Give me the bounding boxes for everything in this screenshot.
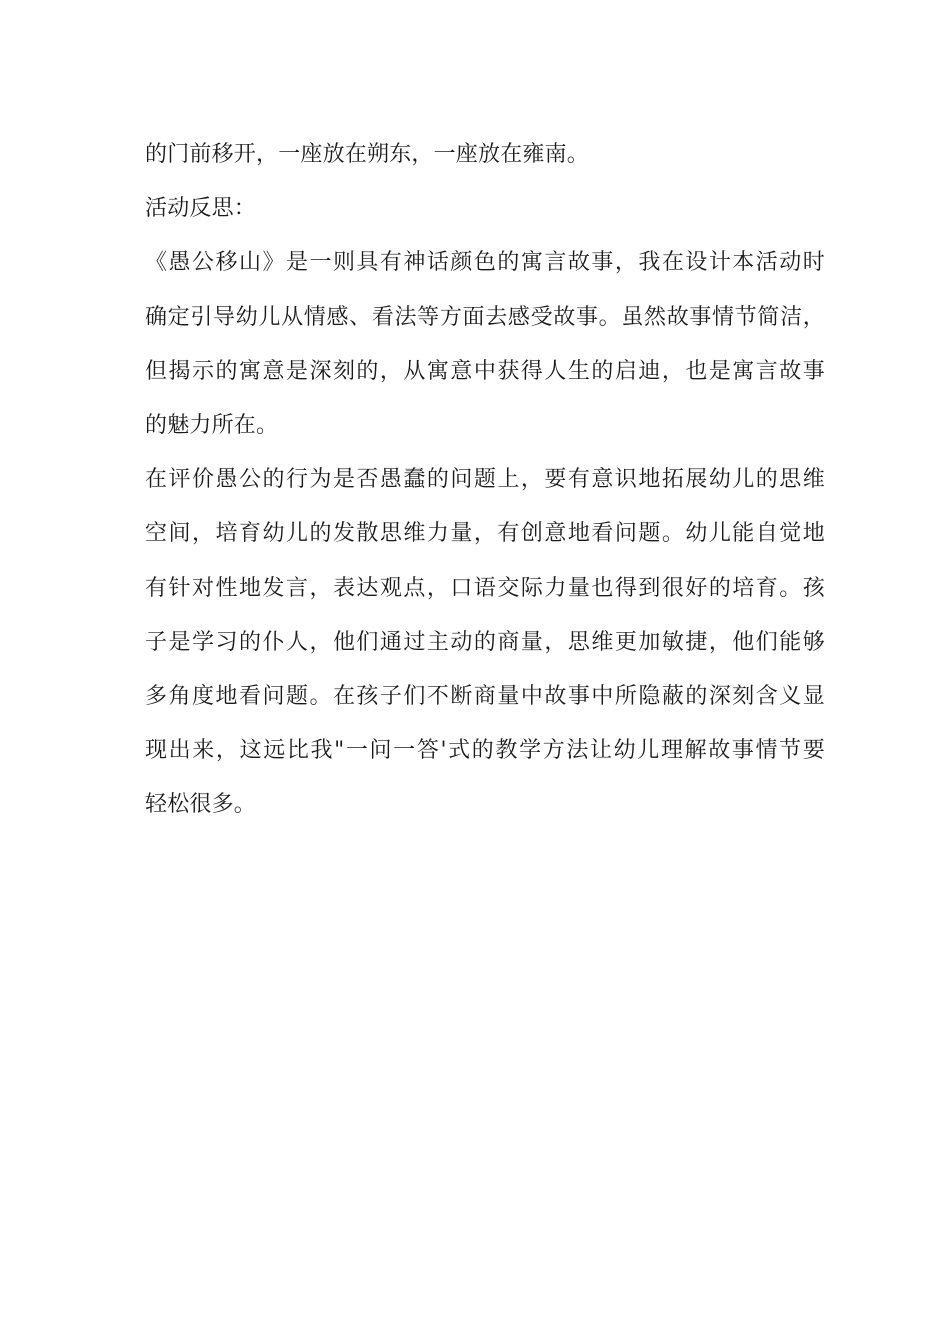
text-line-10: 子是学习的仆人，他们通过主动的商量，思维更加敏捷，他们能够 (145, 629, 825, 655)
text-line-8: 空间，培育幼儿的发散思维力量，有创意地看问题。幼儿能自觉地 (145, 521, 825, 547)
text-line-9: 有针对性地发言，表达观点，口语交际力量也得到很好的培育。孩 (145, 575, 825, 601)
text-line-6: 的魅力所在。 (145, 412, 279, 438)
text-line-3: 《愚公移山》是一则具有神话颜色的寓言故事，我在设计本活动时 (145, 250, 825, 276)
text-line-5: 但揭示的寓意是深刻的，从寓意中获得人生的启迪，也是寓言故事 (145, 358, 825, 384)
text-line-1: 的门前移开，一座放在朔东，一座放在雍南。 (145, 142, 590, 167)
document-body (145, 128, 825, 832)
text-line-7: 在评价愚公的行为是否愚蠢的问题上，要有意识地拓展幼儿的思维 (145, 467, 825, 493)
text-line-11: 多角度地看问题。在孩子们不断商量中故事中所隐蔽的深刻含义显 (145, 683, 825, 709)
text-line-4: 确定引导幼儿从情感、看法等方面去感受故事。虽然故事情节简洁， (145, 304, 825, 330)
text-line-12: 现出来，这远比我"一问一答'式的教学方法让幼儿理解故事情节要 (145, 738, 825, 764)
text-line-13: 轻松很多。 (145, 792, 257, 818)
section-heading-reflection: 活动反思： (145, 196, 257, 222)
